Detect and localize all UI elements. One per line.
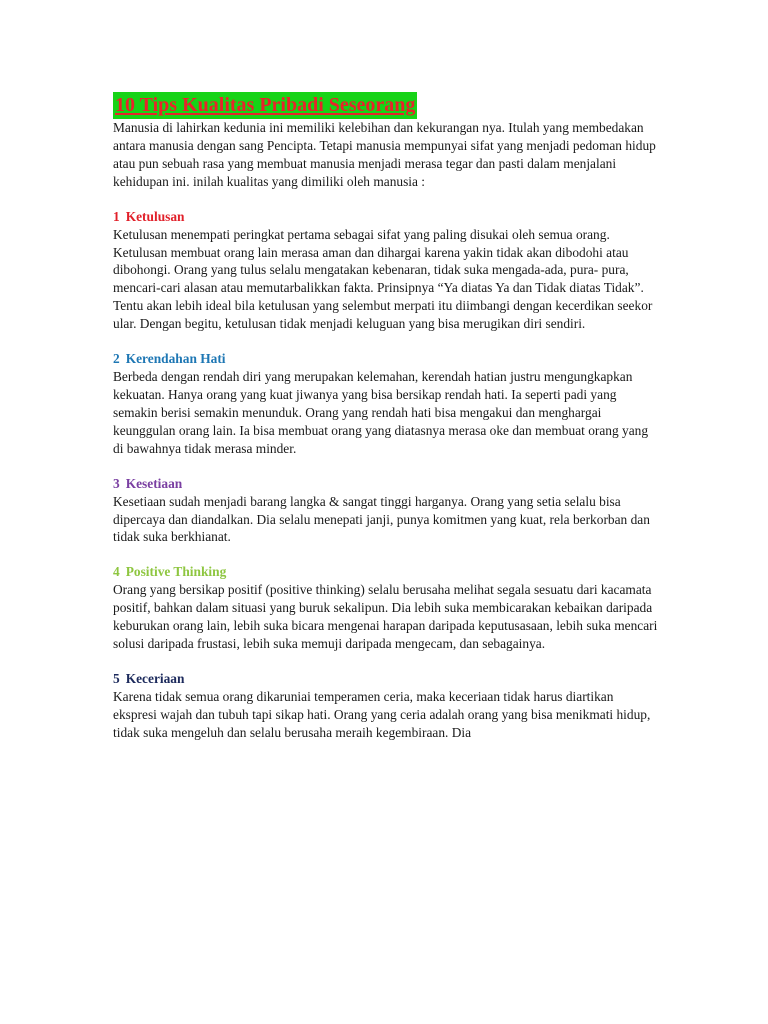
document-title: 10 Tips Kualitas Pribadi Seseorang xyxy=(113,92,417,119)
section-heading-kerendahan-hati xyxy=(113,350,659,368)
intro-paragraph: Manusia di lahirkan kedunia ini memiliki kelebihan dan kekurangan nya. Itulah yang membedakan antara manusia dengan sang Pencipta. Tetapi manusia mempunyai sifat yang menjadi pedoman hidup atau pun sebuah rasa yang membuat manusia menjadi merasa tegar dan pasti dalam menjalani kehidupan ini. inilah kualitas yang dimiliki oleh manusia : xyxy=(113,120,656,189)
section-2 xyxy=(113,350,659,458)
section-heading-label: Kesetiaan xyxy=(125,475,183,491)
section-5 xyxy=(113,670,659,742)
section-1 xyxy=(113,208,659,333)
section-body-ketulusan: Ketulusan menempati peringkat pertama sebagai sifat yang paling disukai oleh semua orang. Ketulusan membuat orang lain merasa aman dan dihargai karena yakin tidak akan dibodohi atau dibohongi. Orang yang tulus selalu mengatakan kebenaran, tidak suka mengada-ada, pura- pura, mencari-cari alasan atau memutarbalikkan fakta. Prinsipnya “Ya diatas Ya dan Tidak diatas Tidak”. Tentu akan lebih ideal bila ketulusan yang selembut merpati itu diimbangi dengan kecerdikan seekor ular. Dengan begitu, ketulusan tidak menjadi keluguan yang bisa merugikan diri sendiri. xyxy=(113,226,653,332)
section-heading-keceriaan xyxy=(113,670,659,688)
document-page xyxy=(113,92,659,742)
section-heading-label: Kerendahan Hati xyxy=(125,351,226,367)
section-body-kesetiaan: Kesetiaan sudah menjadi barang langka & sangat tinggi harganya. Orang yang setia selalu bisa dipercaya dan diandalkan. Dia selalu menepati janji, punya komitmen yang kuat, rela berkorban dan tidak suka berkhianat. xyxy=(113,493,650,545)
section-4 xyxy=(113,563,659,653)
section-heading-label: Positive Thinking xyxy=(125,564,227,580)
section-heading-kesetiaan xyxy=(113,475,659,493)
section-body-positive-thinking: Orang yang bersikap positif (positive thinking) selalu berusaha melihat segala sesuatu dari kacamata positif, bahkan dalam situasi yang buruk sekalipun. Dia lebih suka membicarakan kebaikan daripada keburukan orang lain, lebih suka bicara mengenai harapan daripada keputusasaan, lebih suka mencari solusi daripada frustasi, lebih suka memuji daripada mengecam, dan sebagainya. xyxy=(113,582,658,652)
section-number: 2 xyxy=(113,351,120,367)
section-number: 3 xyxy=(113,475,120,491)
section-heading-label: Keceriaan xyxy=(125,670,185,686)
section-body-kerendahan-hati: Berbeda dengan rendah diri yang merupakan kelemahan, kerendah hatian justru mengungkapkan kekuatan. Hanya orang yang kuat jiwanya yang bisa bersikap rendah hati. Ia seperti padi yang semakin berisi semakin menunduk. Orang yang rendah hati bisa mengakui dan menghargai keunggulan orang lain. Ia bisa membuat orang yang diatasnya merasa oke dan membuat orang yang di bawahnya tidak merasa minder. xyxy=(113,369,649,456)
section-number: 5 xyxy=(113,670,120,686)
section-heading-ketulusan xyxy=(113,208,659,226)
section-number: 4 xyxy=(113,564,120,580)
section-heading-label: Ketulusan xyxy=(125,208,185,224)
section-number: 1 xyxy=(113,208,120,224)
section-3 xyxy=(113,475,659,547)
section-body-keceriaan: Karena tidak semua orang dikaruniai temperamen ceria, maka keceriaan tidak harus diartikan ekspresi wajah dan tubuh tapi sikap hati. Orang yang ceria adalah orang yang bisa menikmati hidup, tidak suka mengeluh dan selalu berusaha meraih kegembiraan. Dia xyxy=(113,688,651,740)
section-heading-positive-thinking xyxy=(113,563,659,581)
